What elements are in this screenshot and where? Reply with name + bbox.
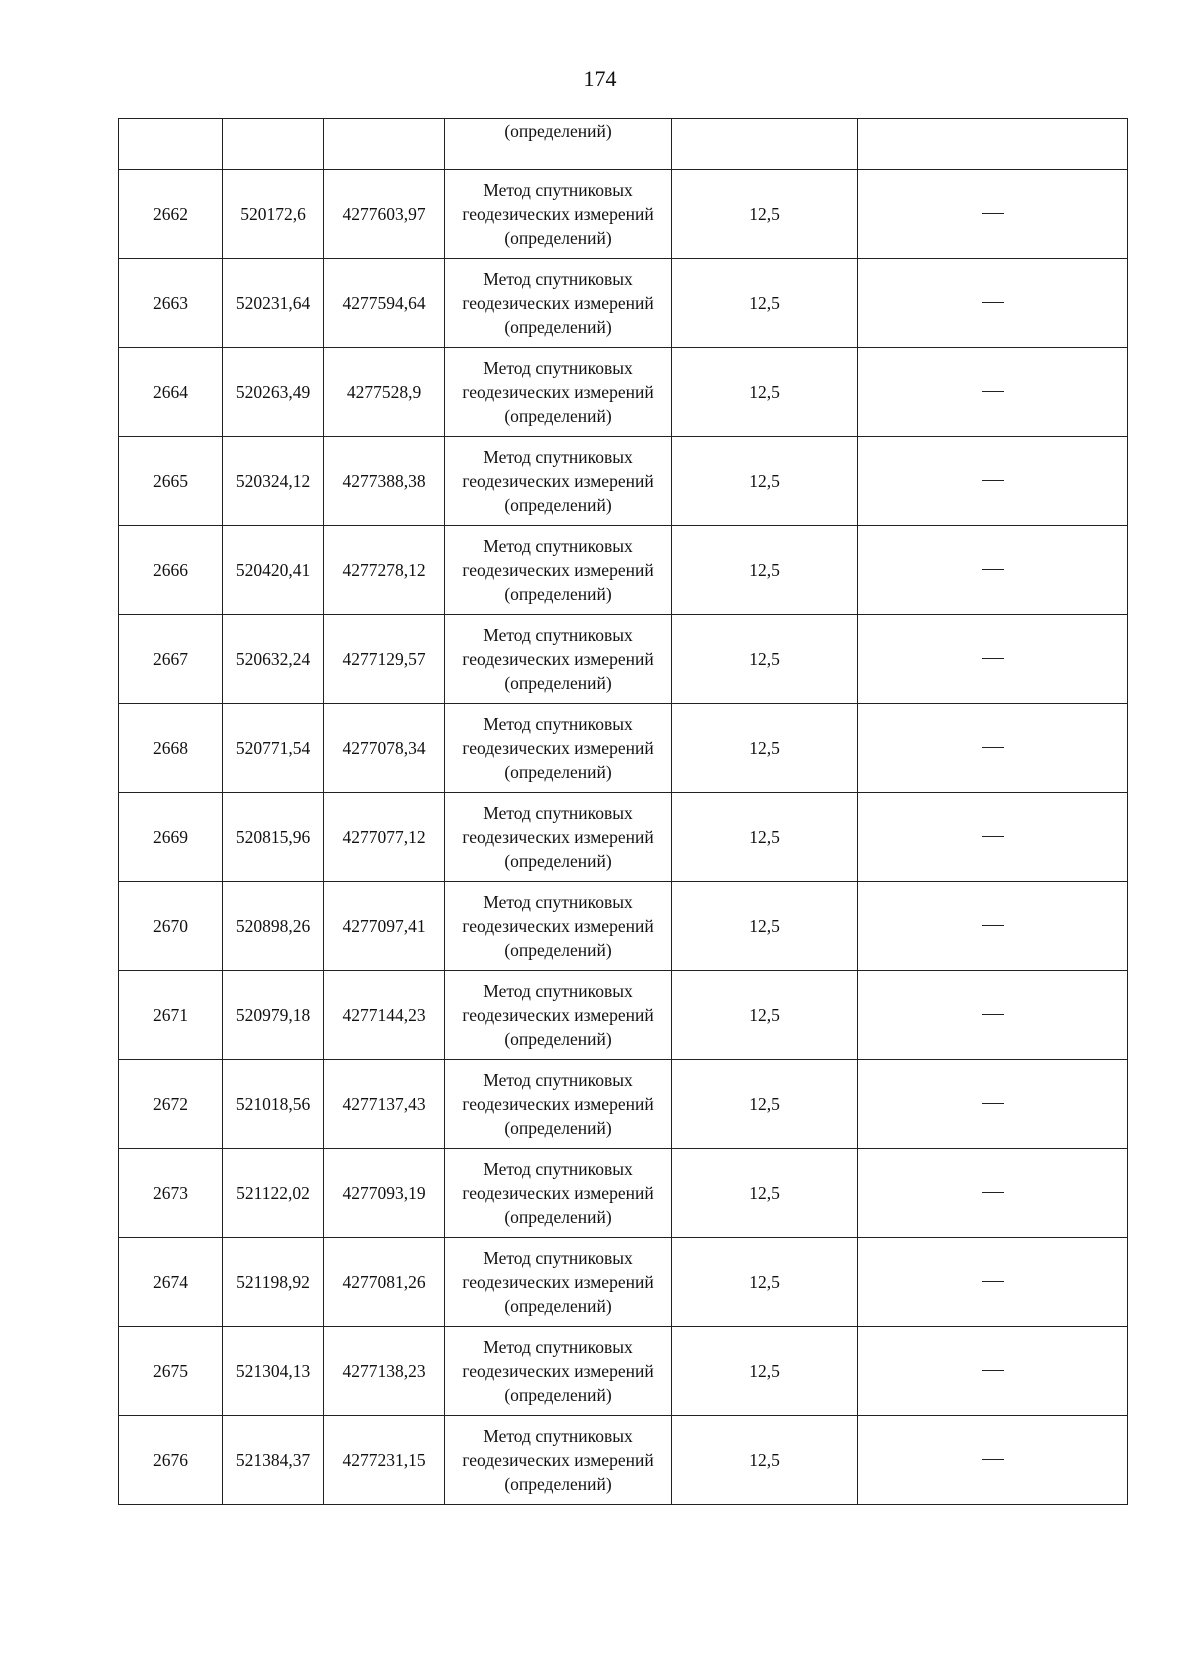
point-id-cell: 2673	[119, 1149, 223, 1238]
table-row	[119, 1327, 1128, 1416]
table-row	[119, 259, 1128, 348]
accuracy-cell	[672, 119, 858, 170]
method-line: (определений)	[504, 940, 612, 960]
x-coordinate-cell: 520771,54	[223, 704, 324, 793]
point-id-cell: 2669	[119, 793, 223, 882]
y-coordinate-cell: 4277603,97	[324, 170, 445, 259]
table-row	[119, 437, 1128, 526]
em-dash-mark	[982, 1192, 1004, 1193]
note-cell	[858, 1149, 1128, 1238]
table-row	[119, 526, 1128, 615]
em-dash-mark	[982, 1014, 1004, 1015]
method-line: Метод спутниковых	[483, 1426, 633, 1446]
method-line: Метод спутниковых	[483, 1159, 633, 1179]
x-coordinate-cell: 521198,92	[223, 1238, 324, 1327]
y-coordinate-cell: 4277231,15	[324, 1416, 445, 1505]
method-line: (определений)	[504, 1474, 612, 1494]
method-line: Метод спутниковых	[483, 1248, 633, 1268]
method-cell	[445, 615, 672, 704]
coordinates-table	[118, 118, 1128, 1505]
x-coordinate-cell: 520263,49	[223, 348, 324, 437]
point-id-cell: 2663	[119, 259, 223, 348]
em-dash-mark	[982, 1459, 1004, 1460]
method-line: геодезических измерений	[462, 471, 654, 491]
method-line: геодезических измерений	[462, 1272, 654, 1292]
y-coordinate-cell: 4277078,34	[324, 704, 445, 793]
accuracy-cell: 12,5	[672, 437, 858, 526]
note-cell	[858, 1416, 1128, 1505]
note-cell	[858, 704, 1128, 793]
method-line: геодезических измерений	[462, 1361, 654, 1381]
x-coordinate-cell: 521122,02	[223, 1149, 324, 1238]
x-coordinate-cell: 520420,41	[223, 526, 324, 615]
accuracy-cell: 12,5	[672, 1327, 858, 1416]
y-coordinate-cell: 4277144,23	[324, 971, 445, 1060]
x-coordinate-cell: 520172,6	[223, 170, 324, 259]
x-coordinate-cell	[223, 119, 324, 170]
y-coordinate-cell: 4277594,64	[324, 259, 445, 348]
accuracy-cell: 12,5	[672, 1416, 858, 1505]
method-line: Метод спутниковых	[483, 892, 633, 912]
table-row	[119, 170, 1128, 259]
method-line: (определений)	[504, 1029, 612, 1049]
accuracy-cell: 12,5	[672, 615, 858, 704]
method-line: Метод спутниковых	[483, 625, 633, 645]
y-coordinate-cell: 4277129,57	[324, 615, 445, 704]
method-line: Метод спутниковых	[483, 1070, 633, 1090]
method-line: (определений)	[504, 495, 612, 515]
method-line: Метод спутниковых	[483, 269, 633, 289]
y-coordinate-cell: 4277081,26	[324, 1238, 445, 1327]
table-row	[119, 971, 1128, 1060]
accuracy-cell: 12,5	[672, 882, 858, 971]
em-dash-mark	[982, 836, 1004, 837]
method-line: геодезических измерений	[462, 649, 654, 669]
em-dash-mark	[982, 1281, 1004, 1282]
method-line: Метод спутниковых	[483, 536, 633, 556]
table-row	[119, 1149, 1128, 1238]
em-dash-mark	[982, 213, 1004, 214]
note-cell	[858, 348, 1128, 437]
method-line: Метод спутниковых	[483, 447, 633, 467]
continuation-row	[119, 119, 1128, 170]
accuracy-cell: 12,5	[672, 1238, 858, 1327]
em-dash-mark	[982, 480, 1004, 481]
x-coordinate-cell: 521304,13	[223, 1327, 324, 1416]
x-coordinate-cell: 520324,12	[223, 437, 324, 526]
method-cell	[445, 882, 672, 971]
point-id-cell: 2672	[119, 1060, 223, 1149]
point-id-cell: 2662	[119, 170, 223, 259]
point-id-cell	[119, 119, 223, 170]
method-cell	[445, 437, 672, 526]
note-cell	[858, 170, 1128, 259]
x-coordinate-cell: 520898,26	[223, 882, 324, 971]
y-coordinate-cell	[324, 119, 445, 170]
method-cell	[445, 793, 672, 882]
method-line: Метод спутниковых	[483, 981, 633, 1001]
table-row	[119, 1238, 1128, 1327]
method-line: (определений)	[504, 317, 612, 337]
note-cell	[858, 1327, 1128, 1416]
table-row	[119, 882, 1128, 971]
em-dash-mark	[982, 1370, 1004, 1371]
method-line: геодезических измерений	[462, 1005, 654, 1025]
method-line: (определений)	[504, 1118, 612, 1138]
y-coordinate-cell: 4277528,9	[324, 348, 445, 437]
method-line: геодезических измерений	[462, 738, 654, 758]
accuracy-cell: 12,5	[672, 170, 858, 259]
x-coordinate-cell: 520815,96	[223, 793, 324, 882]
method-line: геодезических измерений	[462, 560, 654, 580]
table-row	[119, 1416, 1128, 1505]
note-cell	[858, 1238, 1128, 1327]
method-line: геодезических измерений	[462, 382, 654, 402]
point-id-cell: 2665	[119, 437, 223, 526]
note-cell	[858, 526, 1128, 615]
em-dash-mark	[982, 747, 1004, 748]
y-coordinate-cell: 4277138,23	[324, 1327, 445, 1416]
point-id-cell: 2674	[119, 1238, 223, 1327]
point-id-cell: 2671	[119, 971, 223, 1060]
method-line: геодезических измерений	[462, 1094, 654, 1114]
method-line: Метод спутниковых	[483, 1337, 633, 1357]
method-line: (определений)	[504, 406, 612, 426]
em-dash-mark	[982, 1103, 1004, 1104]
accuracy-cell: 12,5	[672, 348, 858, 437]
table-row	[119, 1060, 1128, 1149]
em-dash-mark	[982, 569, 1004, 570]
em-dash-mark	[982, 391, 1004, 392]
method-cell	[445, 1327, 672, 1416]
x-coordinate-cell: 520979,18	[223, 971, 324, 1060]
note-cell	[858, 1060, 1128, 1149]
accuracy-cell: 12,5	[672, 259, 858, 348]
accuracy-cell: 12,5	[672, 1060, 858, 1149]
point-id-cell: 2670	[119, 882, 223, 971]
point-id-cell: 2676	[119, 1416, 223, 1505]
note-cell	[858, 793, 1128, 882]
method-cell	[445, 348, 672, 437]
x-coordinate-cell: 520632,24	[223, 615, 324, 704]
table-row	[119, 704, 1128, 793]
method-cell	[445, 1060, 672, 1149]
accuracy-cell: 12,5	[672, 1149, 858, 1238]
accuracy-cell: 12,5	[672, 793, 858, 882]
method-line: (определений)	[504, 762, 612, 782]
y-coordinate-cell: 4277278,12	[324, 526, 445, 615]
method-line: Метод спутниковых	[483, 358, 633, 378]
note-cell	[858, 971, 1128, 1060]
accuracy-cell: 12,5	[672, 526, 858, 615]
point-id-cell: 2667	[119, 615, 223, 704]
point-id-cell: 2668	[119, 704, 223, 793]
note-cell	[858, 437, 1128, 526]
em-dash-mark	[982, 302, 1004, 303]
method-line: Метод спутниковых	[483, 803, 633, 823]
method-cell	[445, 1238, 672, 1327]
table-row	[119, 615, 1128, 704]
method-cell	[445, 526, 672, 615]
em-dash-mark	[982, 658, 1004, 659]
table-row	[119, 793, 1128, 882]
method-cell	[445, 1416, 672, 1505]
method-line: геодезических измерений	[462, 916, 654, 936]
method-cell	[445, 971, 672, 1060]
method-line: (определений)	[504, 1207, 612, 1227]
method-line: (определений)	[504, 1385, 612, 1405]
table-row	[119, 348, 1128, 437]
point-id-cell: 2666	[119, 526, 223, 615]
accuracy-cell: 12,5	[672, 971, 858, 1060]
method-cell	[445, 170, 672, 259]
method-line: геодезических измерений	[462, 1183, 654, 1203]
x-coordinate-cell: 520231,64	[223, 259, 324, 348]
method-line: (определений)	[504, 851, 612, 871]
method-line: (определений)	[504, 1296, 612, 1316]
point-id-cell: 2675	[119, 1327, 223, 1416]
y-coordinate-cell: 4277137,43	[324, 1060, 445, 1149]
method-cell	[445, 259, 672, 348]
em-dash-mark	[982, 925, 1004, 926]
method-line: (определений)	[504, 584, 612, 604]
method-cell: (определений)	[445, 119, 672, 170]
method-line: Метод спутниковых	[483, 714, 633, 734]
note-cell	[858, 259, 1128, 348]
table-body	[119, 119, 1128, 1505]
note-cell	[858, 615, 1128, 704]
y-coordinate-cell: 4277077,12	[324, 793, 445, 882]
y-coordinate-cell: 4277097,41	[324, 882, 445, 971]
x-coordinate-cell: 521384,37	[223, 1416, 324, 1505]
method-line: Метод спутниковых	[483, 180, 633, 200]
method-cell	[445, 704, 672, 793]
method-line: геодезических измерений	[462, 293, 654, 313]
note-cell	[858, 119, 1128, 170]
accuracy-cell: 12,5	[672, 704, 858, 793]
method-line: (определений)	[504, 228, 612, 248]
method-line: геодезических измерений	[462, 204, 654, 224]
page-number: 174	[583, 66, 617, 91]
x-coordinate-cell: 521018,56	[223, 1060, 324, 1149]
method-line: геодезических измерений	[462, 1450, 654, 1470]
method-line: (определений)	[504, 673, 612, 693]
method-line: геодезических измерений	[462, 827, 654, 847]
note-cell	[858, 882, 1128, 971]
method-cell	[445, 1149, 672, 1238]
y-coordinate-cell: 4277388,38	[324, 437, 445, 526]
y-coordinate-cell: 4277093,19	[324, 1149, 445, 1238]
point-id-cell: 2664	[119, 348, 223, 437]
